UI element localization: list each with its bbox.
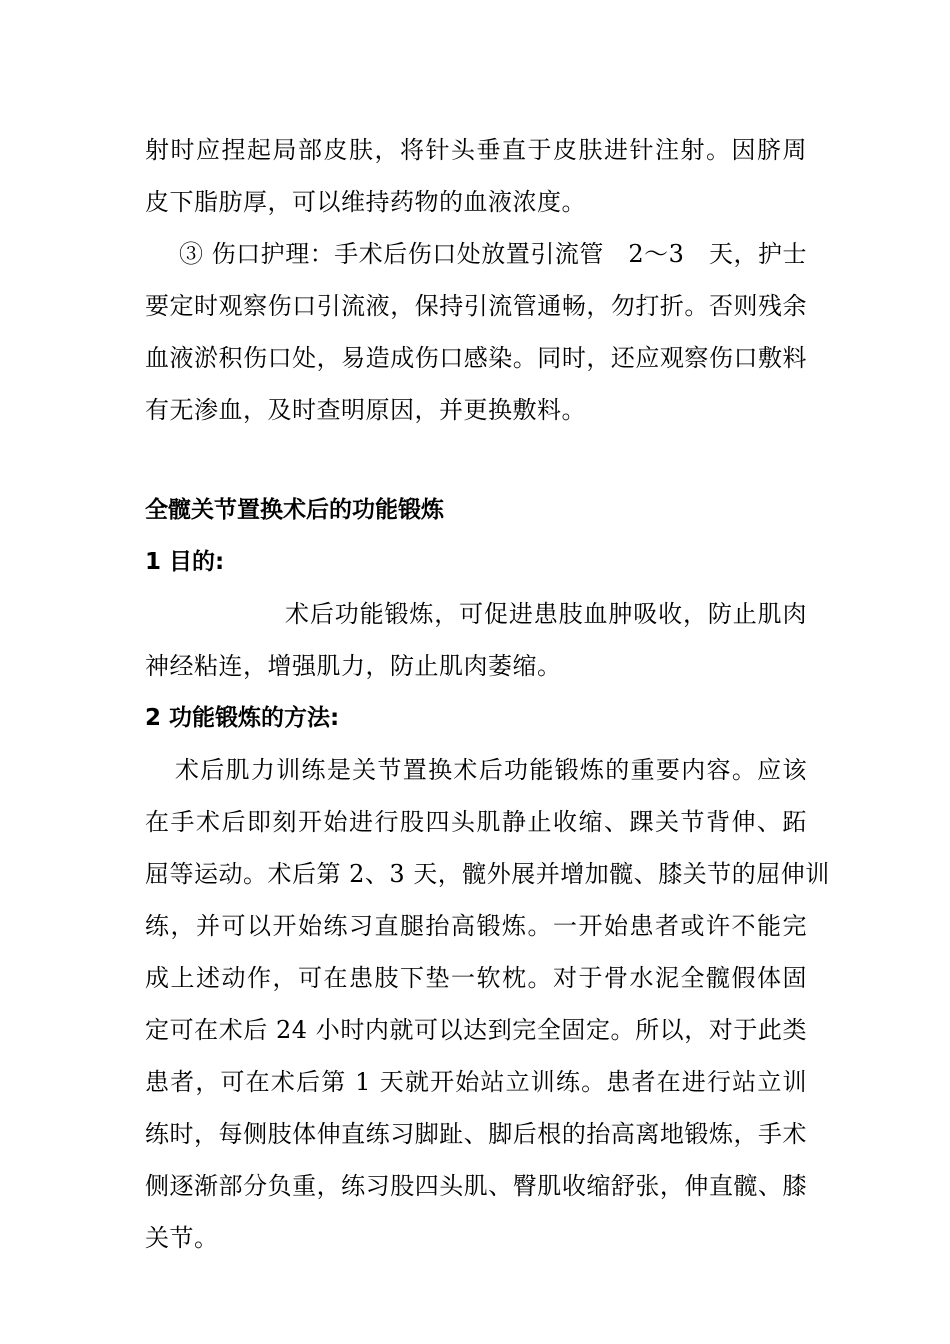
method-heading: 2 功能锻炼的方法: [145,705,340,731]
section-title: 全髋关节置换术后的功能锻炼 [145,497,444,523]
text-line: 术后肌力训练是关节置换术后功能锻炼的重要内容。应该 [175,756,807,784]
text-line: 关节。 [145,1224,219,1252]
paragraph-purpose [145,588,807,692]
paragraph-method [145,744,830,1264]
text-line: 定可在术后 24 小时内就可以达到完全固定。所以，对于此类 [145,1016,807,1044]
text-line: 皮下脂肪厚，可以维持药物的血液浓度。 [145,188,586,216]
paragraph-wound-care [145,228,807,436]
purpose-heading: 1 目的: [145,549,225,575]
text-line: 神经粘连，增强肌力，防止肌肉萎缩。 [145,652,562,680]
text-line: 要定时观察伤口引流液，保持引流管通畅，勿打折。否则残余 [145,292,807,320]
text-line: ③ 伤口护理：手术后伤口处放置引流管 2～3 天，护士 [179,240,807,268]
text-line: 侧逐渐部分负重，练习股四头肌、臀肌收缩舒张，伸直髋、膝 [145,1172,807,1200]
document-page [145,124,830,1264]
text-line: 患者，可在术后第 1 天就开始站立训练。患者在进行站立训 [145,1068,807,1096]
text-line: 血液淤积伤口处，易造成伤口感染。同时，还应观察伤口敷料 [145,344,807,372]
text-line: 术后功能锻炼，可促进患肢血肿吸收，防止肌肉 [285,600,807,628]
paragraph-injection [145,124,807,228]
text-line: 射时应捏起局部皮肤，将针头垂直于皮肤进针注射。因脐周 [145,136,807,164]
text-line: 成上述动作，可在患肢下垫一软枕。对于骨水泥全髋假体固 [145,964,807,992]
text-line: 在手术后即刻开始进行股四头肌静止收缩、踝关节背伸、跖 [145,808,807,836]
text-line: 有无渗血，及时查明原因，并更换敷料。 [145,396,586,424]
section-gap [145,436,807,484]
text-line: 练，并可以开始练习直腿抬高锻炼。一开始患者或许不能完 [145,912,807,940]
text-line: 屈等运动。术后第 2、3 天，髋外展并增加髋、膝关节的屈伸训 [145,860,830,888]
text-line: 练时，每侧肢体伸直练习脚趾、脚后根的抬高离地锻炼，手术 [145,1120,807,1148]
